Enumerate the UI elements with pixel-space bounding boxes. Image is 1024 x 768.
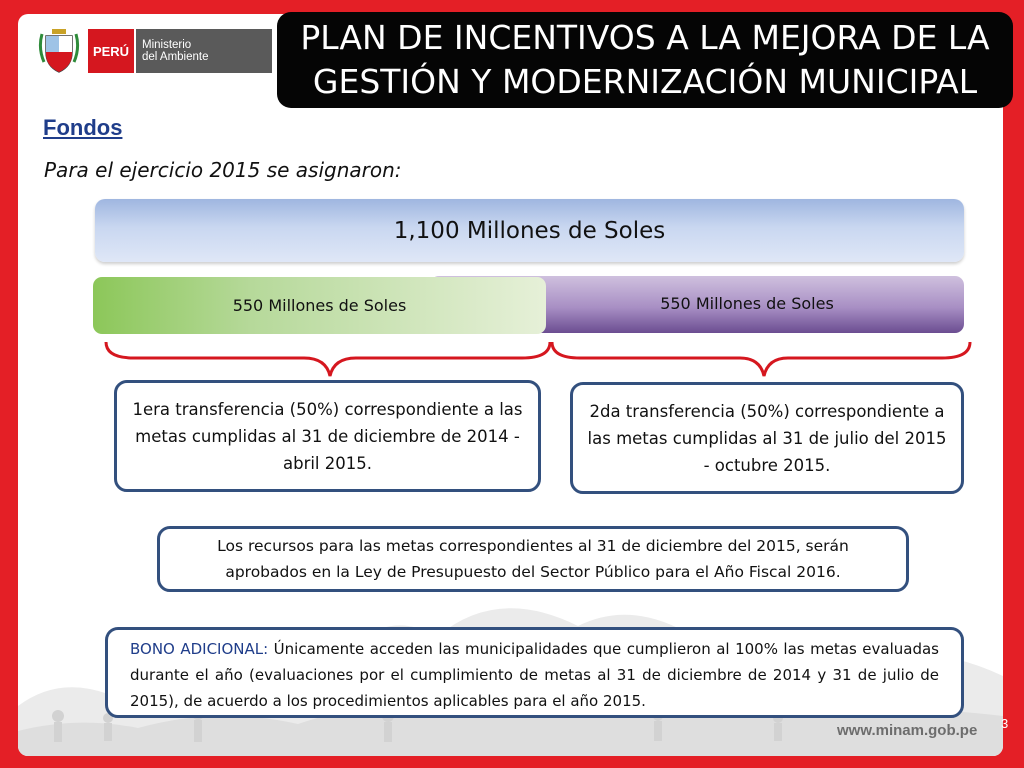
second-transfer-text: 2da transferencia (50%) correspondiente a las metas cumplidas al 31 de julio del 2015 - octubre 2015. [587, 401, 947, 475]
brace-left-icon [104, 340, 552, 380]
bono-label: BONO ADICIONAL: [130, 640, 269, 658]
budget-note-box [157, 526, 909, 592]
brace-right-icon [550, 340, 972, 380]
logo-ministry [134, 29, 272, 73]
logo-country: PERÚ [88, 29, 134, 73]
logo-ministry-line1: Ministerio [142, 39, 192, 51]
total-funds-bar [95, 199, 964, 262]
first-transfer-text: 1era transferencia (50%) correspondiente a las metas cumplidas al 31 de diciembre de 2014 - abril 2015. [132, 399, 523, 473]
budget-note-text: Los recursos para las metas correspondientes al 31 de diciembre del 2015, serán aprobados en la Ley de Presupuesto del Sector Público para el Año Fiscal 2016. [217, 537, 849, 581]
page-title [277, 12, 1013, 108]
bono-box [105, 627, 964, 718]
ministry-logo [38, 26, 272, 76]
title-line-2: GESTIÓN Y MODERNIZACIÓN MUNICIPAL [312, 62, 978, 101]
second-transfer-box [570, 382, 964, 494]
page-number: 3 [1001, 716, 1009, 731]
second-half-label: 550 Millones de Soles [660, 294, 834, 313]
section-heading: Fondos [43, 115, 123, 140]
first-half-label: 550 Millones de Soles [232, 296, 407, 315]
title-line-1: PLAN DE INCENTIVOS A LA MEJORA DE LA [300, 18, 990, 57]
total-funds-label: 1,100 Millones de Soles [393, 217, 666, 244]
bono-text: Únicamente acceden las municipalidades que cumplieron al 100% las metas evaluadas durante el año (evaluaciones por el cumplimiento de metas al 31 de diciembre de 2014 y 31 de julio de 2015), de acuerdo a los procedimientos aplicables para el año 2015. [130, 640, 939, 710]
coat-of-arms-icon [38, 28, 80, 74]
logo-ministry-line2: del Ambiente [142, 51, 209, 63]
first-transfer-box [114, 380, 541, 492]
section-subtitle: Para el ejercicio 2015 se asignaron: [44, 158, 402, 182]
footer-url[interactable]: www.minam.gob.pe [837, 722, 978, 739]
first-half-bar [93, 277, 546, 334]
